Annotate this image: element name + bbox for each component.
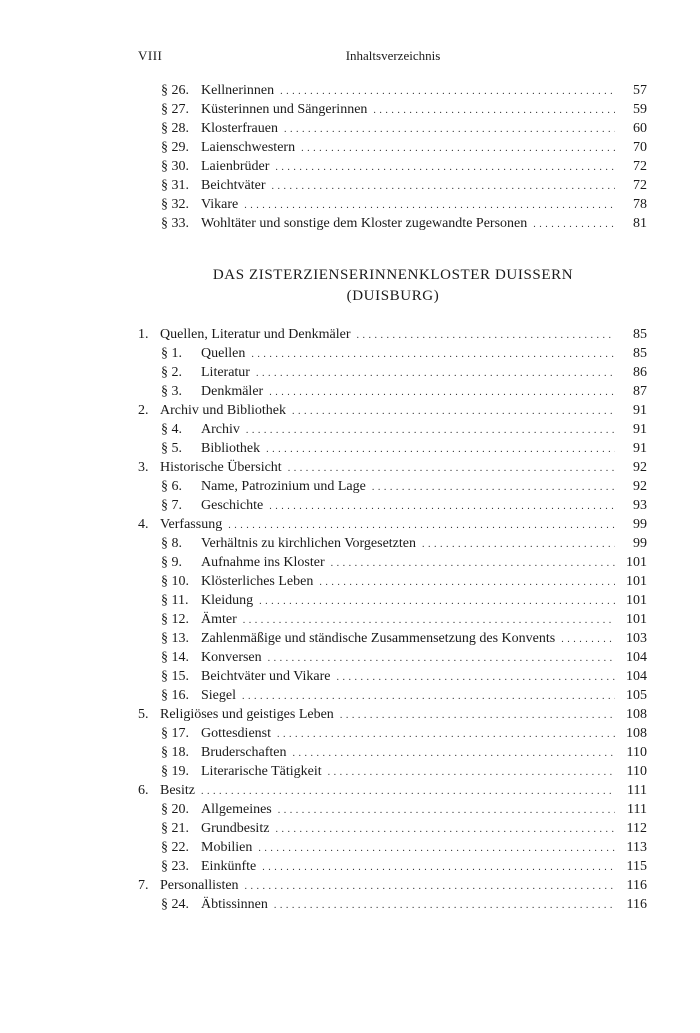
entry-page: 101 — [626, 612, 647, 627]
entry-label: Zahlenmäßige und ständische Zusammensetzung des Konvents — [201, 631, 556, 646]
entry-number: § 29. — [161, 140, 189, 155]
entry-number: § 6. — [161, 479, 182, 494]
entry-number: § 1. — [161, 346, 182, 361]
toc-entry — [138, 138, 647, 157]
toc-entry — [138, 382, 647, 401]
entry-page: 101 — [626, 593, 647, 608]
entry-page: 92 — [633, 460, 647, 475]
toc-entry — [138, 100, 647, 119]
entry-number: § 32. — [161, 197, 189, 212]
dot-leader — [262, 857, 615, 877]
entry-number: 1. — [138, 327, 149, 342]
entry-number: § 31. — [161, 178, 189, 193]
dot-leader — [246, 420, 615, 440]
entry-number: § 9. — [161, 555, 182, 570]
entry-page: 105 — [626, 688, 647, 703]
toc-entry — [138, 439, 647, 458]
dot-leader — [277, 724, 615, 744]
toc-entry — [138, 477, 647, 496]
dot-leader — [256, 363, 615, 383]
dot-leader — [356, 325, 615, 345]
dot-leader — [284, 119, 615, 139]
toc-entry — [138, 686, 647, 705]
entry-page: 110 — [626, 745, 647, 760]
entry-label: Literarische Tätigkeit — [201, 764, 322, 779]
entry-label: Allgemeines — [201, 802, 272, 817]
entry-number: § 18. — [161, 745, 189, 760]
toc-entry — [138, 553, 647, 572]
entry-number: § 26. — [161, 83, 189, 98]
entry-number: 5. — [138, 707, 149, 722]
dot-leader — [275, 819, 615, 839]
toc-entry — [138, 762, 647, 781]
entry-label: Archiv — [201, 422, 240, 437]
entry-page: 85 — [633, 346, 647, 361]
dot-leader — [258, 838, 615, 858]
toc-chapter-entry — [138, 876, 647, 895]
entry-number: § 22. — [161, 840, 189, 855]
entry-label: Quellen, Literatur und Denkmäler — [160, 327, 351, 342]
dot-leader — [372, 477, 615, 497]
dot-leader — [274, 895, 615, 915]
dot-leader — [272, 176, 615, 196]
entry-number: § 8. — [161, 536, 182, 551]
entry-label: Name, Patrozinium und Lage — [201, 479, 366, 494]
dot-leader — [228, 515, 615, 535]
dot-leader — [337, 667, 615, 687]
entry-page: 113 — [626, 840, 647, 855]
toc-entry — [138, 420, 647, 439]
entry-label: Beichtväter — [201, 178, 266, 193]
entry-number: § 19. — [161, 764, 189, 779]
entry-page: 115 — [626, 859, 647, 874]
entry-number: § 4. — [161, 422, 182, 437]
entry-number: 7. — [138, 878, 149, 893]
section-heading-line2: (DUISBURG) — [346, 288, 440, 304]
entry-page: 81 — [633, 216, 647, 231]
toc-entry — [138, 800, 647, 819]
entry-number: § 5. — [161, 441, 182, 456]
running-header — [138, 48, 648, 68]
entry-number: § 30. — [161, 159, 189, 174]
entry-number: 6. — [138, 783, 149, 798]
dot-leader — [561, 629, 615, 649]
entry-label: Quellen — [201, 346, 246, 361]
toc-entry — [138, 743, 647, 762]
toc-entry — [138, 648, 647, 667]
toc-entry — [138, 214, 647, 233]
entry-page: 103 — [626, 631, 647, 646]
toc-entry — [138, 534, 647, 553]
toc-entry — [138, 81, 647, 100]
entry-page: 72 — [633, 159, 647, 174]
entry-label: Kellnerinnen — [201, 83, 275, 98]
entry-page: 112 — [626, 821, 647, 836]
toc-chapter-entry — [138, 515, 647, 534]
entry-label: Kleidung — [201, 593, 254, 608]
toc-continued-list — [138, 81, 647, 233]
entry-page: 110 — [626, 764, 647, 779]
entry-page: 108 — [626, 707, 647, 722]
entry-page: 116 — [626, 897, 647, 912]
entry-number: § 11. — [161, 593, 189, 608]
dot-leader — [422, 534, 615, 554]
toc-entry — [138, 195, 647, 214]
toc-entry — [138, 610, 647, 629]
entry-number: § 27. — [161, 102, 189, 117]
entry-number: 2. — [138, 403, 149, 418]
entry-label: Literatur — [201, 365, 250, 380]
entry-number: § 21. — [161, 821, 189, 836]
dot-leader — [244, 195, 615, 215]
entry-page: 57 — [633, 83, 647, 98]
entry-label: Wohltäter und sonstige dem Kloster zugewandte Personen — [201, 216, 528, 231]
entry-label: Mobilien — [201, 840, 253, 855]
entry-label: Religiöses und geistiges Leben — [160, 707, 334, 722]
entry-page: 91 — [633, 422, 647, 437]
entry-page: 101 — [626, 555, 647, 570]
toc-entry — [138, 819, 647, 838]
dot-leader — [275, 157, 615, 177]
dot-leader — [292, 401, 615, 421]
dot-leader — [373, 100, 615, 120]
entry-label: Beichtväter und Vikare — [201, 669, 331, 684]
entry-number: 3. — [138, 460, 149, 475]
entry-label: Siegel — [201, 688, 236, 703]
dot-leader — [319, 572, 615, 592]
entry-number: § 13. — [161, 631, 189, 646]
entry-number: § 16. — [161, 688, 189, 703]
dot-leader — [251, 344, 615, 364]
entry-number: § 24. — [161, 897, 189, 912]
entry-label: Küsterinnen und Sängerinnen — [201, 102, 368, 117]
entry-page: 99 — [633, 536, 647, 551]
toc-entry — [138, 857, 647, 876]
dot-leader — [266, 439, 615, 459]
entry-page: 91 — [633, 441, 647, 456]
section-heading-line1: DAS ZISTERZIENSERINNENKLOSTER DUISSERN — [212, 267, 574, 283]
toc-entry — [138, 176, 647, 195]
entry-label: Vikare — [201, 197, 239, 212]
dot-leader — [293, 743, 615, 763]
toc-chapter-entry — [138, 401, 647, 420]
toc-chapter-entry — [138, 781, 647, 800]
entry-label: Laienschwestern — [201, 140, 296, 155]
entry-page: 72 — [633, 178, 647, 193]
entry-label: Personallisten — [160, 878, 239, 893]
entry-label: Geschichte — [201, 498, 264, 513]
toc-main-list — [138, 325, 647, 914]
entry-number: § 12. — [161, 612, 189, 627]
dot-leader — [328, 762, 615, 782]
toc-chapter-entry — [138, 705, 647, 724]
toc-entry — [138, 363, 647, 382]
entry-page: 78 — [633, 197, 647, 212]
dot-leader — [269, 382, 615, 402]
toc-chapter-entry — [138, 458, 647, 477]
entry-number: § 17. — [161, 726, 189, 741]
entry-page: 60 — [633, 121, 647, 136]
entry-number: § 33. — [161, 216, 189, 231]
dot-leader — [268, 648, 615, 668]
dot-leader — [242, 686, 615, 706]
entry-label: Verfassung — [160, 517, 223, 532]
entry-page: 104 — [626, 669, 647, 684]
entry-page: 86 — [633, 365, 647, 380]
dot-leader — [533, 214, 615, 234]
dot-leader — [243, 610, 615, 630]
toc-entry — [138, 895, 647, 914]
entry-label: Klosterfrauen — [201, 121, 278, 136]
toc-entry — [138, 591, 647, 610]
entry-label: Denkmäler — [201, 384, 264, 399]
dot-leader — [278, 800, 615, 820]
entry-page: 116 — [626, 878, 647, 893]
entry-number: § 7. — [161, 498, 182, 513]
entry-number: § 28. — [161, 121, 189, 136]
entry-label: Grundbesitz — [201, 821, 270, 836]
dot-leader — [259, 591, 615, 611]
dot-leader — [331, 553, 615, 573]
entry-page: 93 — [633, 498, 647, 513]
entry-page: 111 — [627, 783, 647, 798]
page-number: VIII — [138, 48, 163, 63]
entry-number: § 3. — [161, 384, 182, 399]
entry-page: 91 — [633, 403, 647, 418]
entry-label: Aufnahme ins Kloster — [201, 555, 325, 570]
entry-page: 99 — [633, 517, 647, 532]
entry-page: 92 — [633, 479, 647, 494]
section-heading — [138, 265, 648, 307]
entry-number: § 15. — [161, 669, 189, 684]
entry-page: 59 — [633, 102, 647, 117]
dot-leader — [288, 458, 615, 478]
entry-number: § 20. — [161, 802, 189, 817]
entry-label: Archiv und Bibliothek — [160, 403, 286, 418]
toc-entry — [138, 572, 647, 591]
toc-entry — [138, 838, 647, 857]
entry-label: Konversen — [201, 650, 262, 665]
entry-label: Bruderschaften — [201, 745, 287, 760]
entry-number: § 23. — [161, 859, 189, 874]
entry-label: Äbtissinnen — [201, 897, 268, 912]
running-title: Inhaltsverzeichnis — [345, 48, 441, 63]
entry-label: Klösterliches Leben — [201, 574, 314, 589]
entry-label: Verhältnis zu kirchlichen Vorgesetzten — [201, 536, 416, 551]
dot-leader — [340, 705, 615, 725]
dot-leader — [269, 496, 615, 516]
entry-label: Einkünfte — [201, 859, 257, 874]
entry-page: 101 — [626, 574, 647, 589]
toc-entry — [138, 119, 647, 138]
toc-entry — [138, 667, 647, 686]
entry-page: 85 — [633, 327, 647, 342]
toc-entry — [138, 724, 647, 743]
entry-number: 4. — [138, 517, 149, 532]
entry-page: 87 — [633, 384, 647, 399]
toc-entry — [138, 629, 647, 648]
entry-label: Ämter — [201, 612, 237, 627]
toc-entry — [138, 344, 647, 363]
entry-page: 104 — [626, 650, 647, 665]
entry-label: Gottesdienst — [201, 726, 271, 741]
dot-leader — [280, 81, 615, 101]
entry-label: Historische Übersicht — [160, 460, 282, 475]
toc-entry — [138, 496, 647, 515]
dot-leader — [245, 876, 615, 896]
entry-page: 70 — [633, 140, 647, 155]
dot-leader — [201, 781, 615, 801]
entry-label: Bibliothek — [201, 441, 261, 456]
toc-entry — [138, 157, 647, 176]
entry-label: Besitz — [160, 783, 195, 798]
entry-label: Laienbrüder — [201, 159, 270, 174]
entry-number: § 2. — [161, 365, 182, 380]
entry-number: § 10. — [161, 574, 189, 589]
entry-page: 111 — [627, 802, 647, 817]
entry-number: § 14. — [161, 650, 189, 665]
dot-leader — [301, 138, 615, 158]
toc-chapter-entry — [138, 325, 647, 344]
entry-page: 108 — [626, 726, 647, 741]
